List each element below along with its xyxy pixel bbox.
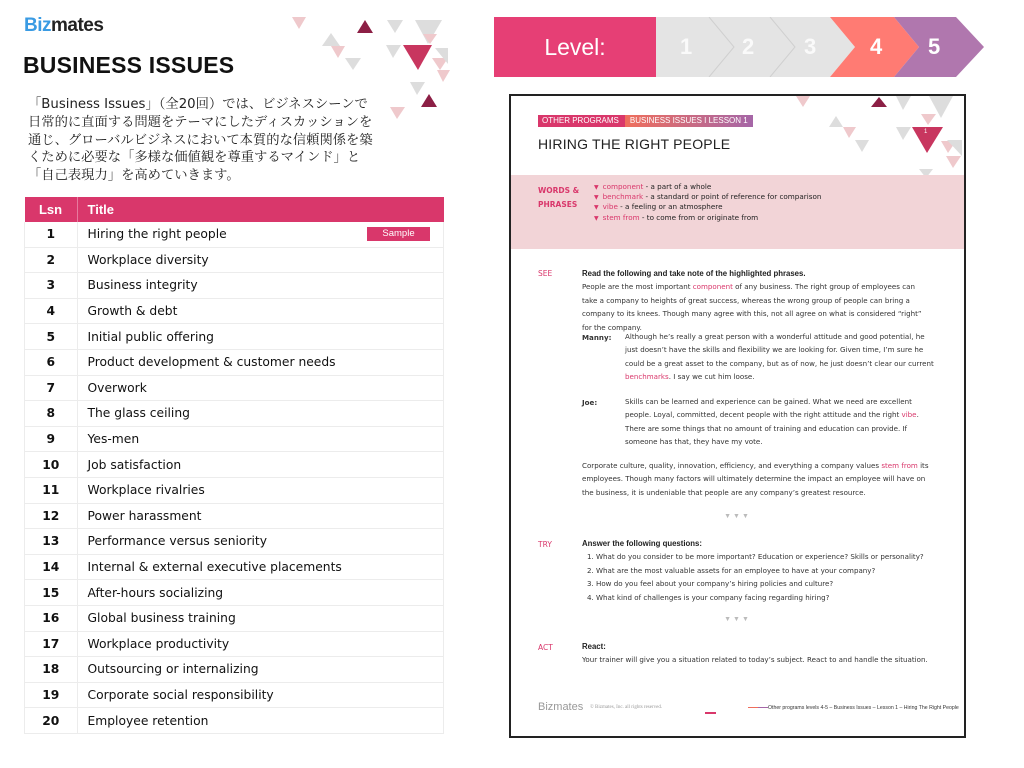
bizmates-logo: Bizmates [24,15,104,36]
level-step-3: 3 [804,34,817,59]
lesson-tag: BUSINESS ISSUES I LESSON 1 [625,115,753,127]
lesson-number: 13 [25,529,78,555]
triangle-decoration [357,20,373,33]
section-divider: ▼▼▼ [724,513,751,520]
lesson-title[interactable]: Performance versus seniority [87,534,268,549]
bullet-triangle-icon: ▼ [594,194,599,202]
lesson-number: 15 [25,580,78,606]
intro-text: 「Business Issues」（全20回）では、ビジネスシーンで日常的に直面する問題をテーマにしたディスカッションを通じ、グローバルビジネスにおいて本質的な信頼関係を築くために必要な「多様な価値観を尊重するマインド」と「自己表現力」を高めていきます。 [28,97,373,184]
triangle-decoration [390,107,405,119]
vocabulary-item [594,202,821,212]
lesson-number: 3 [25,273,78,299]
triangle-decoration [921,114,936,125]
try-section [582,537,932,604]
highlighted-term: component [692,282,733,292]
lesson-title-cell [77,529,444,555]
vocabulary-list [594,182,821,223]
lesson-title-cell [77,452,444,478]
lesson-title-cell [77,657,444,683]
bullet-triangle-icon: ▼ [594,184,599,191]
table-row[interactable] [25,580,444,606]
lesson-number: 12 [25,503,78,529]
sample-button[interactable]: Sample [367,227,430,241]
speech-joe: Skills can be learned and experience can be gained. What we need are excellent people. Loyal, committed, decent people with the right attitude and the right vibe. There are some things that no amount of training and education can provide. If someone has that, they have my vote. [625,397,919,447]
speaker-joe: Joe: [582,398,598,407]
lesson-title-cell [77,631,444,657]
vocabulary-definition: - a part of a whole [643,182,712,191]
vocabulary-item [594,213,821,223]
footer-accent-line [758,707,768,708]
lesson-title[interactable]: Business integrity [87,278,198,293]
table-row[interactable] [25,503,444,529]
vocabulary-term: component [602,182,644,191]
document-title: HIRING THE RIGHT PEOPLE [538,136,731,152]
question-item: 3. How do you feel about your company’s hiring policies and culture? [596,577,932,590]
table-row[interactable] [25,477,444,503]
act-section: React: Your trainer will give you a situation related to today’s subject. React to and handle the situation. [582,642,928,665]
triangle-decoration [387,20,403,33]
vocabulary-item [594,192,821,202]
highlighted-term: stem from [881,461,918,470]
lesson-title-cell [77,605,444,631]
lesson-title[interactable]: The glass ceiling [87,406,190,421]
document-decorative-triangles [781,96,964,178]
lesson-number: 4 [25,298,78,324]
triangle-decoration [410,82,425,95]
lesson-title-cell [77,222,444,247]
level-indicator [494,17,984,77]
lesson-table [24,197,444,734]
footer-copyright: © Bizmates, Inc. all rights reserved. [590,705,663,710]
lesson-title-cell [77,349,444,375]
table-row[interactable] [25,401,444,427]
speaker-manny: Manny: [582,333,612,342]
table-header-row [25,197,444,222]
level-label: Level: [494,17,656,77]
level-step-4: 4 [870,34,883,59]
table-row[interactable] [25,247,444,273]
see-conclusion: Corporate culture, quality, innovation, efficiency, and everything a company values stem from its employees. Though many factors will ultimately determine the impact an employee will have on the business, it is undeniable that people are any company’s greatest resource. [582,461,929,497]
lesson-title-cell [77,682,444,708]
lesson-title[interactable]: Overwork [87,380,147,395]
triangle-decoration [423,34,437,44]
table-row[interactable] [25,554,444,580]
see-intro: Read the following and take note of the highlighted phrases. People are the most important component of any business. The right group of employees can take a company to heights of great success, whereas the wrong group of people can bring a company to its knees. Though many agree with this, not all agree on what is considered “right” for the company. [582,269,922,332]
highlighted-term: vibe [901,410,917,420]
vocabulary-item [594,182,821,192]
level-step-5: 5 [928,34,941,59]
lesson-title-cell [77,273,444,299]
lesson-title-cell [77,324,444,350]
lesson-title[interactable]: Corporate social responsibility [87,687,274,702]
triangle-decoration [331,46,345,58]
table-row[interactable] [25,605,444,631]
lesson-title[interactable]: Job satisfaction [87,457,182,472]
act-label: ACT [538,643,553,652]
triangle-decoration [871,97,887,107]
lesson-number: 17 [25,631,78,657]
lesson-title[interactable]: Global business training [87,611,236,626]
table-row[interactable] [25,631,444,657]
lesson-title-cell [77,426,444,452]
see-label: SEE [538,269,553,278]
words-and-phrases-section [511,175,964,249]
table-row[interactable] [25,708,444,734]
see-heading: Read the following and take note of the highlighted phrases. [582,269,806,278]
triangle-decoration [796,96,810,107]
lesson-title-cell [77,401,444,427]
vocabulary-definition: - a feeling or an atmosphere [617,202,723,212]
table-row[interactable] [25,298,444,324]
lesson-number: 6 [25,349,78,375]
lesson-number: 14 [25,554,78,580]
question-item: 4. What kind of challenges is your company facing regarding hiring? [596,591,932,604]
lesson-title[interactable]: Power harassment [87,508,202,523]
table-row[interactable] [25,222,444,247]
table-row[interactable] [25,375,444,401]
act-heading: React: [582,642,606,651]
lesson-title[interactable]: Internal & external executive placements [87,560,342,575]
table-row[interactable] [25,682,444,708]
decorative-triangles [285,12,450,127]
table-row[interactable] [25,349,444,375]
lesson-title[interactable]: Hiring the right people [87,227,227,242]
column-header-title: Title [77,197,444,222]
vocabulary-term: stem from [602,212,640,222]
lesson-title-cell [77,554,444,580]
lesson-title[interactable]: After-hours socializing [87,585,224,600]
lesson-title-cell [77,298,444,324]
lesson-number: 11 [25,477,78,503]
lesson-title[interactable]: Workplace productivity [87,636,230,651]
lesson-title[interactable]: Outsourcing or internalizing [87,662,259,677]
triangle-decoration [421,94,437,107]
lesson-document-preview [509,94,966,738]
lesson-number: 7 [25,375,78,401]
lesson-number: 9 [25,426,78,452]
triangle-decoration [345,58,361,70]
lesson-number: 10 [25,452,78,478]
lesson-number: 20 [25,708,78,734]
vocabulary-definition: - a standard or point of reference for comparison [643,192,822,202]
triangle-decoration [292,17,306,29]
triangle-decoration [322,33,340,46]
triangle-decoration [829,116,843,127]
level-step-2: 2 [742,34,755,59]
triangle-decoration [403,45,432,70]
lesson-title[interactable]: Initial public offering [87,329,214,344]
page-title: BUSINESS ISSUES [23,52,235,78]
triangle-decoration [896,127,911,140]
lesson-number: 8 [25,401,78,427]
lesson-title[interactable]: Employee retention [87,713,209,728]
table-row[interactable] [25,324,444,350]
try-heading: Answer the following questions: [582,539,702,548]
level-step-1: 1 [680,34,693,59]
lesson-title-cell [77,477,444,503]
lesson-number: 5 [25,324,78,350]
lesson-number-badge: 1 [924,129,928,135]
lesson-title[interactable]: Workplace rivalries [87,483,205,498]
lesson-number: 1 [25,222,78,247]
question-item: 2. What are the most valuable assets for an employee to have at your company? [596,564,932,577]
footer-accent-line [748,707,758,708]
lesson-number: 19 [25,682,78,708]
speech-manny: Although he’s really a great person with a wonderful attitude and good potential, he just doesn’t have the skills and flexibility we are looking for. Given time, I’m sure he could be a great asset to the company, but as of now, he just doesn’t clear our current benchmarks. I say we cut him loose. [625,332,934,382]
document-tags [538,115,753,127]
lesson-number: 2 [25,247,78,273]
lesson-title[interactable]: Yes-men [87,432,140,447]
table-row[interactable] [25,452,444,478]
triangle-decoration [843,127,856,138]
lesson-title-cell [77,375,444,401]
column-header-lsn: Lsn [25,197,78,222]
table-row[interactable] [25,273,444,299]
table-row[interactable] [25,529,444,555]
question-item: 1. What do you consider to be more important? Education or experience? Skills or personality? [596,550,932,563]
lesson-title-cell [77,708,444,734]
lesson-title-cell [77,247,444,273]
table-row[interactable] [25,657,444,683]
vocabulary-term: vibe [602,202,618,212]
vocabulary-definition: - to come from or originate from [639,212,759,222]
lesson-title-cell [77,503,444,529]
footer-logo: Bizmates [538,701,584,713]
lesson-number: 18 [25,657,78,683]
triangle-decoration [896,96,911,110]
lesson-title[interactable]: Growth & debt [87,304,178,319]
words-phrases-label: WORDS & PHRASES [538,186,580,209]
triangle-decoration [437,70,450,82]
triangle-decoration [946,156,961,168]
triangle-decoration [386,45,401,58]
lesson-title-cell [77,580,444,606]
triangle-decoration [855,140,869,152]
lesson-title[interactable]: Workplace diversity [87,252,209,267]
footer-accent-line [705,712,716,714]
program-tag: OTHER PROGRAMS [538,115,625,127]
highlighted-term: benchmarks [625,372,669,382]
try-label: TRY [538,540,552,549]
bullet-triangle-icon: ▼ [594,214,599,222]
lesson-number-triangle [912,127,943,153]
lesson-number: 16 [25,605,78,631]
footer-lesson-info: Other programs levels 4-5 – Business Issues – Lesson 1 – Hiring The Right People [768,705,959,711]
bullet-triangle-icon: ▼ [594,204,599,212]
lesson-title[interactable]: Product development & customer needs [87,355,336,370]
table-row[interactable] [25,426,444,452]
question-list [582,550,932,604]
section-divider: ▼▼▼ [724,616,751,623]
vocabulary-term: benchmark [602,192,644,202]
